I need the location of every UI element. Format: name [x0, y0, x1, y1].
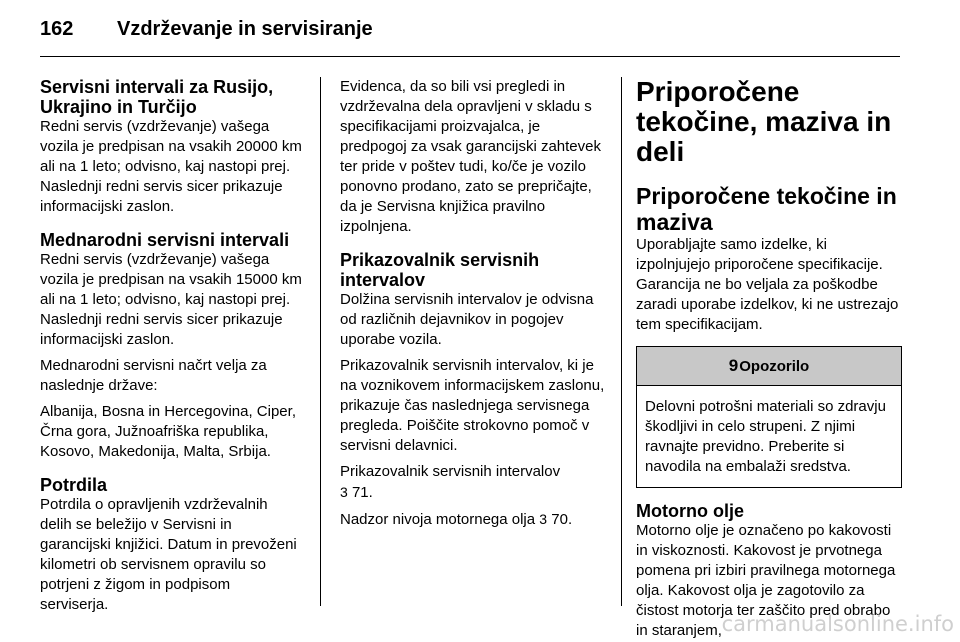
page-reference-arrow-icon: 3 [539, 511, 548, 527]
section-heading-engine-oil: Motorno olje [636, 501, 744, 521]
paragraph: Potrdila o opravljenih vzdrževalnih delih se beležijo v Servisni in garancijski knjižici. Datum in prevoženi kilometri ob servisnem opravilu so potrjeni z žigom in podpisom serviserja. [40, 496, 297, 613]
cross-reference-service-display [340, 462, 606, 503]
header-rule [40, 56, 900, 57]
warning-body [637, 386, 901, 487]
chapter-heading: Priporočene tekočine, maziva in deli [636, 76, 892, 167]
paragraph: Dolžina servisnih intervalov je odvisna od različnih dejavnikov in pogojev uporabe vozila. [340, 291, 594, 348]
paragraph: Albanija, Bosna in Hercegovina, Ciper, Črna gora, Južnoafriška republika, Kosovo, Makedonija, Malta, Srbija. [40, 403, 296, 460]
reference-page: 71. [351, 484, 373, 501]
warning-header [637, 347, 901, 386]
reference-text: Prikazovalnik servisnih intervalov [340, 463, 561, 480]
section-heading-service-intervals-russia: Servisni intervali za Rusijo, Ukrajino in Turčijo [40, 77, 274, 117]
paragraph: Redni servis (vzdrževanje) vašega vozila je predpisan na vsakih 15000 km ali na 1 leto; odvisno, kaj nastopi prej. Naslednji redni servis sicer prikazuje informacijski zaslon. [40, 251, 302, 348]
column-3 [636, 77, 904, 641]
warning-title: Opozorilo [739, 357, 810, 375]
warning-box [636, 346, 902, 488]
paragraph: Uporabljajte samo izdelke, ki izpolnjujejo priporočene specifikacije. Garancija ne bo veljala za poškodbe zaradi uporabe izdelkov, ki ne ustrezajo tem specifikacijam. [636, 236, 899, 333]
paragraph: Evidenca, da so bili vsi pregledi in vzdrževalna dela opravljeni v skladu s specifikacijami proizvajalca, je predpogoj za vsak garancijski zahtevek ter pride v poštev tudi, ko/če je vozilo ponovno prodano, zato se prepričajte, da je Servisna knjižica pravilno izpolnjena. [340, 78, 601, 235]
column-divider-1 [320, 77, 321, 606]
section-heading-confirmations: Potrdila [40, 475, 108, 495]
column-divider-2 [621, 77, 622, 606]
section-heading-international-intervals: Mednarodni servisni intervali [40, 230, 290, 250]
section-heading-recommended-fluids: Priporočene tekočine in maziva [636, 183, 897, 235]
reference-page: 70. [551, 511, 573, 528]
paragraph: Redni servis (vzdrževanje) vašega vozila je predpisan na vsakih 20000 km ali na 1 leto; odvisno, kaj nastopi prej. Naslednji redni servis sicer prikazuje informacijski zaslon. [40, 118, 302, 215]
paragraph: Mednarodni servisni načrt velja za naslednje države: [40, 357, 267, 394]
paragraph: Prikazovalnik servisnih intervalov, ki je na voznikovem informacijskem zaslonu, prikazuje čas naslednjega servisnega pregleda. Poiščite strokovno pomoč v servisni delavnici. [340, 357, 605, 454]
page-header-title: Vzdrževanje in servisiranje [117, 18, 373, 40]
section-heading-service-display: Prikazovalnik servisnih intervalov [340, 250, 540, 290]
column-1 [40, 77, 302, 615]
cross-reference-oil-level [340, 509, 606, 530]
page-reference-arrow-icon: 3 [340, 484, 348, 500]
warning-text: Delovni potrošni materiali so zdravju škodljivi in celo strupeni. Z njimi ravnajte previdno. Preberite si navodila na embalaži sredstva. [645, 398, 886, 475]
column-2 [340, 77, 606, 530]
warning-triangle-icon: 9 [728, 356, 739, 375]
reference-text: Nadzor nivoja motornega olja [340, 511, 536, 528]
paragraph: Motorno olje je označeno po kakovosti in viskoznosti. Kakovost je prvotnega pomena pri izbiri pravilnega motornega olja. Kakovost olja je zagotovilo za čistost motorja ter zaščito pred obrabo in staranjem, [636, 522, 896, 639]
page-number: 162 [40, 18, 74, 40]
watermark: carmanualsonline.info [721, 612, 954, 636]
